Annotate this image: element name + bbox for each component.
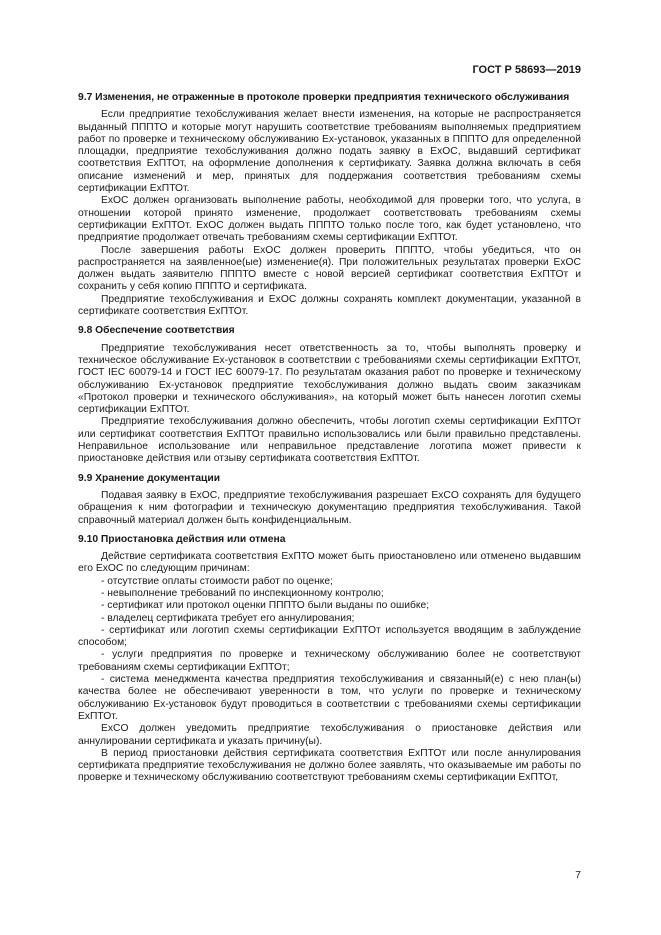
list-item: - отсутствие оплаты стоимости работ по оценке; — [101, 575, 333, 587]
section-title: 9.8 Обеспечение соответствия — [78, 325, 235, 337]
paragraph: После завершения работы ExOC должен проверить ПППТО, чтобы убедиться, что он распространяется на заявленное(ые) изменение(я). При положительных результатах проверки ExOC должен выдать заявителю ПППТО вместе с новой версией сертификат соответствия ExПТОт и сохранить у себя копию ПППТО и сертификата. — [78, 244, 581, 293]
list-item: - владелец сертификата требует его аннулирования; — [101, 612, 355, 624]
paragraph: Предприятие техобслуживания и ExOC должны сохранять комплект документации, указанной в сертификате соответствия ExПТОт. — [78, 293, 581, 318]
paragraph: ExCO должен уведомить предприятие техобслуживания о приостановке действия или аннулировании сертификата и указать причину(ы). — [78, 723, 581, 747]
section-title: 9.7 Изменения, не отраженные в протоколе проверки предприятия технического обслуживания — [78, 92, 570, 103]
document-body — [78, 92, 581, 792]
paragraph: Подавая заявку в ExOC, предприятие техобслуживания разрешает ExCO сохранять для будущего обращения к ним фотографии и техническую документацию предприятия техобслуживания. Такой справочный материал должен быть конфиденциальным. — [78, 489, 581, 526]
section-9-9 — [78, 473, 581, 527]
list-item: - сертификат или протокол оценки ПППТО были выданы по ошибке; — [101, 600, 430, 612]
paragraph: Действие сертификата соответствия ExПТО может быть приостановлено или отменено выдавшим его ExOC по следующим причинам: — [78, 551, 581, 575]
paragraph: Если предприятие техобслуживания желает внести изменения, на которые не распространяется выданный ПППТО и которые могут нарушить соответствие требованиям выполняемых предприятием работ по проверке и техническому обслуживанию Ex-установок, указанных в ПППТО для определенной площадки, предприятие техобслуживания должно подать заявку в ExOC, выдавший сертификат соответствия ExПТОт, на оформление дополнения к сертификату. Заявка должна включать в себя описание изменений и мер, принятых для поддержания соответствия требованиям схемы сертификации ExПТОт. — [78, 109, 581, 195]
paragraph: ExOC должен организовать выполнение работы, необходимой для проверки того, что услуга, в отношении которой принято изменение, продолжает соответствовать требованиям схемы сертификации ExПТОт. ExOC должен выдать ПППТО только после того, как будет установлено, что предприятие продолжает отвечать требованиям схемы сертификации ExПТОт. — [78, 195, 581, 244]
list-item: - услуги предприятия по проверке и техническому обслуживанию более не соответствуют требованиям схемы сертификации ExПТОт; — [78, 649, 581, 673]
section-title: 9.9 Хранение документации — [78, 472, 221, 484]
paragraph: Предприятие техобслуживания несет ответственность за то, чтобы выполнять проверку и техническое обслуживание Ex-установок в соответствии с требованиями схемы сертификации ExПТОт, ГОСТ IEC 60079-14 и ГОСТ IEC 60079-17. По результатам оказания работ по проверке и техническому обслуживанию Ex-установок предприятие техобслуживания должно выдать своим заказчикам «Протокол проверки и технического обслуживания», на который может быть нанесен логотип схемы сертификации ExПТОт. — [78, 342, 581, 416]
document-code: ГОСТ Р 58693—2019 — [472, 64, 581, 76]
page-number: 7 — [575, 870, 581, 881]
list-item: - невыполнение требований по инспекционному контролю; — [101, 587, 384, 599]
section-9-10 — [78, 534, 581, 785]
paragraph: Предприятие техобслуживания должно обеспечить, чтобы логотип схемы сертификации ExПТОт или сертификат соответствия ExПТОт правильно использовались или были правильно представлены. Неправильное использование или неправильное представление логотипа может привести к приостановке действия или отзыву сертификата соответствия ExПТОт. — [78, 416, 581, 465]
list-item: - сертификат или логотип схемы сертификации ExПТОт используется вводящим в заблуждение способом; — [78, 624, 581, 649]
paragraph: В период приостановки действия сертификата соответствия ExПТОт или после аннулирования сертификата предприятие техобслуживания не должно более заявлять, что оказываемые им работы по проверке и техническому обслуживанию соответствуют требованиям схемы сертификации ExПТОт, — [78, 747, 581, 784]
section-9-8 — [78, 325, 581, 465]
list-item: - система менеджмента качества предприятия техобслуживания и связанный(е) с нею план(ы) качества более не обеспечивают уверенности в том, что услуги по проверке и техническому обслуживанию Ex-установок будут проводиться в соответствии с требованиями схемы сертификации ExПТОт. — [78, 674, 581, 722]
section-title: 9.10 Приостановка действия или отмена — [78, 533, 286, 545]
section-9-7 — [78, 92, 581, 318]
